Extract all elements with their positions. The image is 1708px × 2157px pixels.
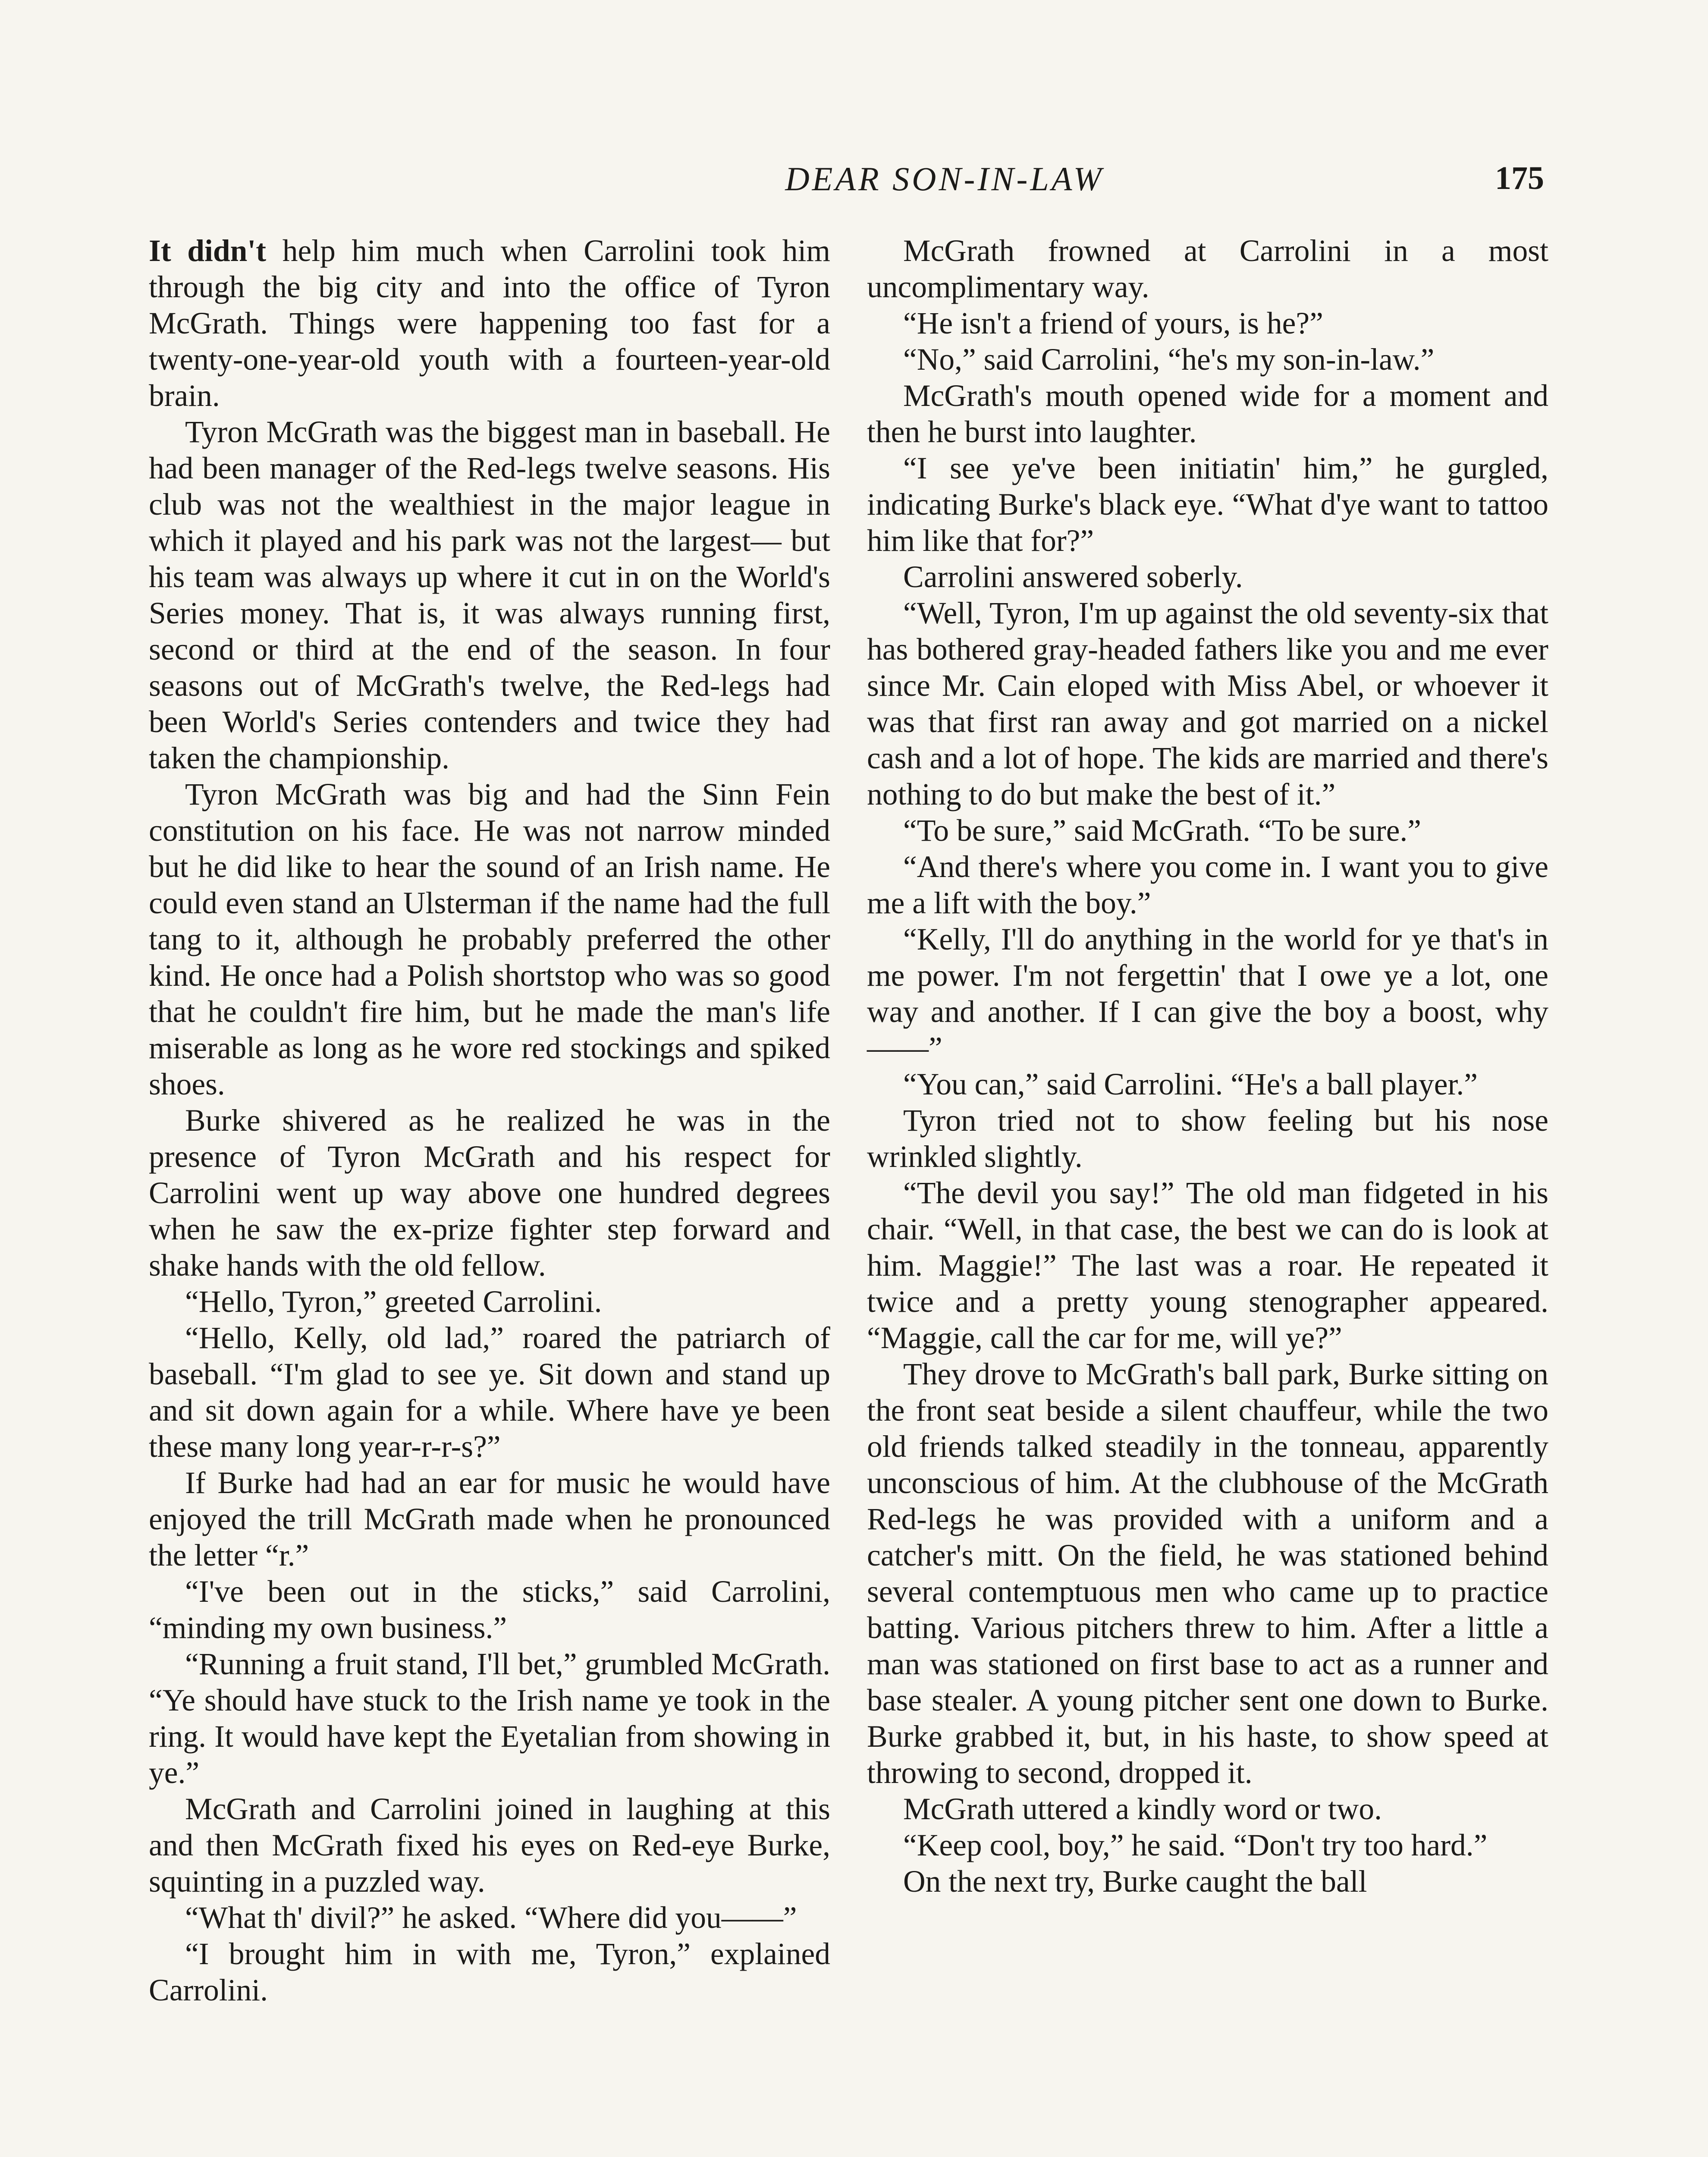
- paragraph-text: Tyron tried not to show feeling but his nose wrinkled slightly.: [867, 1104, 1548, 1174]
- paragraph-text: “You can,” said Carrolini. “He's a ball player.”: [903, 1067, 1478, 1101]
- paragraph-text: “And there's where you come in. I want you to give me a lift with the boy.”: [867, 850, 1548, 920]
- paragraph-text: McGrath and Carrolini joined in laughing at this and then McGrath fixed his eyes on Red-eye Burke, squinting in a puzzled way.: [149, 1792, 830, 1899]
- paragraph-text: “Kelly, I'll do anything in the world for ye that's in me power. I'm not fergettin' that I owe ye a lot, one way and another. If I can give the boy a boost, why——”: [867, 922, 1548, 1065]
- paragraph: [867, 559, 1548, 595]
- paragraph-text: McGrath frowned at Carrolini in a most uncomplimentary way.: [867, 234, 1548, 304]
- paragraph-text: “I've been out in the sticks,” said Carrolini, “minding my own business.”: [149, 1575, 830, 1645]
- paragraph-text: On the next try, Burke caught the ball: [903, 1865, 1367, 1899]
- paragraph: [867, 233, 1548, 305]
- paragraph: [149, 1900, 830, 1936]
- paragraph: [149, 1465, 830, 1574]
- paragraph: [867, 813, 1548, 849]
- running-head-title: DEAR SON-IN-LAW: [785, 160, 1104, 198]
- paragraph: [867, 1066, 1548, 1103]
- paragraph-text: “To be sure,” said McGrath. “To be sure.”: [903, 814, 1422, 848]
- paragraph: [149, 414, 830, 777]
- paragraph-text: “I see ye've been initiatin' him,” he gurgled, indicating Burke's black eye. “What d'ye want to tattoo him like that for?”: [867, 451, 1548, 558]
- paragraph-text: They drove to McGrath's ball park, Burke sitting on the front seat beside a silent chauffeur, while the two old friends talked steadily in the tonneau, apparently unconscious of him. At the clubhouse of the McGrath Red-legs he was provided with a uniform and a catcher's mitt. On the field, he was stationed behind several contemptuous men who came up to practice batting. Various pitchers threw to him. After a little a man was stationed on first base to act as a runner and base stealer. A young pitcher sent one down to Burke. Burke grabbed it, but, in his haste, to show speed at throwing to second, dropped it.: [867, 1357, 1548, 1790]
- paragraph: [867, 378, 1548, 450]
- paragraph-text: Tyron McGrath was the biggest man in baseball. He had been manager of the Red-legs twelve seasons. His club was not the wealthiest in the major league in which it played and his park was not the largest— but his team was always up where it cut in on the World's Series money. That is, it was always running first, second or third at the end of the season. In four seasons out of McGrath's twelve, the Red-legs had been World's Series contenders and twice they had taken the championship.: [149, 415, 830, 775]
- paragraph: [867, 342, 1548, 378]
- paragraph-text: Burke shivered as he realized he was in the presence of Tyron McGrath and his respect for Carrolini went up way above one hundred degrees when he saw the ex-prize fighter step forward and shake hands with the old fellow.: [149, 1104, 830, 1283]
- paragraph: [867, 1827, 1548, 1864]
- paragraph-text: “Running a fruit stand, I'll bet,” grumbled McGrath. “Ye should have stuck to the Irish name ye took in the ring. It would have kept the Eyetalian from showing in ye.”: [149, 1647, 830, 1790]
- paragraph: [867, 305, 1548, 342]
- paragraph-text: “What th' divil?” he asked. “Where did you——”: [185, 1901, 797, 1935]
- paragraph-text: McGrath's mouth opened wide for a moment and then he burst into laughter.: [867, 379, 1548, 449]
- paragraph: [867, 849, 1548, 921]
- right-text-column: [867, 233, 1548, 1900]
- paragraph: [149, 1320, 830, 1465]
- opening-words: It didn't: [149, 234, 267, 268]
- paragraph: [149, 1574, 830, 1646]
- paragraph: [149, 1646, 830, 1791]
- paragraph-text: McGrath uttered a kindly word or two.: [903, 1792, 1382, 1826]
- paragraph: [867, 1864, 1548, 1900]
- paragraph: [867, 595, 1548, 813]
- paragraph: [149, 1103, 830, 1284]
- paragraph: [867, 1791, 1548, 1827]
- paragraph-text: Tyron McGrath was big and had the Sinn Fein constitution on his face. He was not narrow minded but he did like to hear the sound of an Irish name. He could even stand an Ulsterman if the name had the full tang to it, although he probably preferred the other kind. He once had a Polish shortstop who was so good that he couldn't fire him, but he made the man's life miserable as long as he wore red stockings and spiked shoes.: [149, 777, 830, 1101]
- page-number: 175: [1495, 160, 1544, 196]
- paragraph-text: “Hello, Kelly, old lad,” roared the patriarch of baseball. “I'm glad to see ye. Sit down and stand up and sit down again for a while. Where have ye been these many long year-r-r-s?”: [149, 1321, 830, 1464]
- paragraph-text: “The devil you say!” The old man fidgeted in his chair. “Well, in that case, the best we can do is look at him. Maggie!” The last was a roar. He repeated it twice and a pretty young stenographer appeared. “Maggie, call the car for me, will ye?”: [867, 1176, 1548, 1355]
- paragraph: [149, 1284, 830, 1320]
- paragraph-text: “No,” said Carrolini, “he's my son-in-law.”: [903, 343, 1435, 377]
- paragraph-text: Carrolini answered soberly.: [903, 560, 1243, 594]
- left-text-column: [149, 233, 830, 2009]
- paragraph-text: “Hello, Tyron,” greeted Carrolini.: [185, 1285, 602, 1319]
- paragraph-text: “Keep cool, boy,” he said. “Don't try too hard.”: [903, 1828, 1488, 1862]
- paragraph: [867, 1356, 1548, 1791]
- paragraph: [867, 1103, 1548, 1175]
- paragraph-text: “He isn't a friend of yours, is he?”: [903, 306, 1323, 340]
- paragraph: [867, 450, 1548, 559]
- paragraph: [149, 777, 830, 1103]
- paragraph: [867, 921, 1548, 1066]
- paragraph: [149, 1791, 830, 1900]
- paragraph-text: “Well, Tyron, I'm up against the old seventy-six that has bothered gray-headed fathers like you and me ever since Mr. Cain eloped with Miss Abel, or whoever it was that first ran away and got married on a nickel cash and a lot of hope. The kids are married and there's nothing to do but make the best of it.”: [867, 596, 1548, 811]
- paragraph-text: help him much when Carrolini took him through the big city and into the office of Tyron McGrath. Things were happening too fast for a twenty-one-year-old youth with a fourteen-year-old brain.: [149, 234, 830, 413]
- paragraph: [149, 1936, 830, 2009]
- running-header: [147, 160, 1544, 207]
- paragraph: [867, 1175, 1548, 1356]
- paragraph: [149, 233, 830, 414]
- paragraph-text: “I brought him in with me, Tyron,” explained Carrolini.: [149, 1937, 830, 2007]
- paragraph-text: If Burke had had an ear for music he would have enjoyed the trill McGrath made when he pronounced the letter “r.”: [149, 1466, 830, 1572]
